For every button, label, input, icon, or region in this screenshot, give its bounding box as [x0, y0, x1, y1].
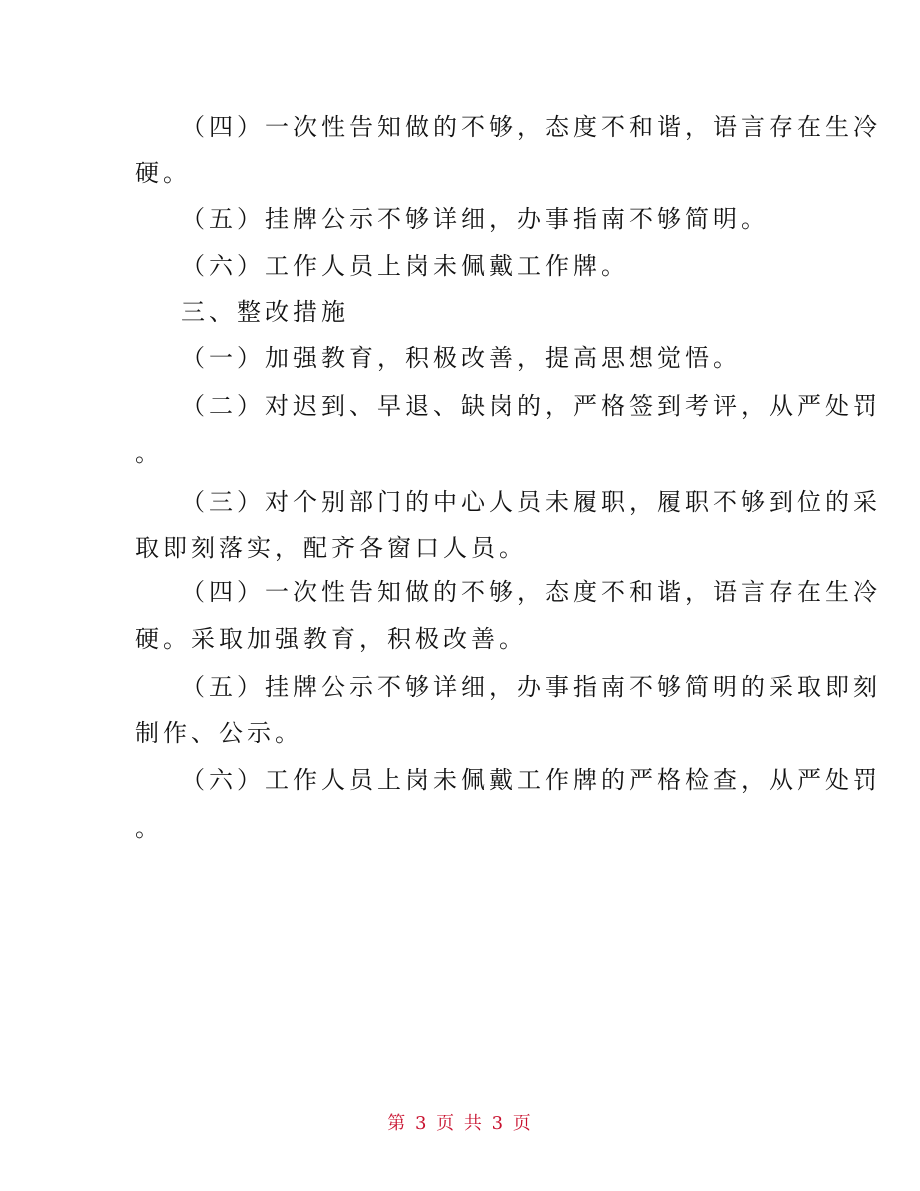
paragraph-line: （四）一次性告知做的不够，态度不和谐，语言存在生冷 — [181, 113, 881, 141]
paragraph-line: 。 — [135, 439, 163, 467]
paragraph-line: 硬。采取加强教育，积极改善。 — [135, 625, 527, 653]
paragraph-line: 。 — [135, 814, 163, 842]
paragraph-line: （五）挂牌公示不够详细，办事指南不够简明的采取即刻 — [181, 673, 881, 701]
page-number-footer: 第 3 页 共 3 页 — [387, 1113, 533, 1134]
section-heading: 三、整改措施 — [181, 298, 349, 326]
paragraph-line: 制作、公示。 — [135, 719, 303, 747]
paragraph-line: （四）一次性告知做的不够，态度不和谐，语言存在生冷 — [181, 578, 881, 606]
paragraph-line: 取即刻落实，配齐各窗口人员。 — [135, 534, 527, 562]
paragraph-line: （三）对个别部门的中心人员未履职，履职不够到位的采 — [181, 488, 881, 516]
paragraph-line: （二）对迟到、早退、缺岗的，严格签到考评，从严处罚 — [181, 392, 881, 420]
paragraph-line: （五）挂牌公示不够详细，办事指南不够简明。 — [181, 205, 769, 233]
paragraph-line: （一）加强教育，积极改善，提高思想觉悟。 — [181, 344, 741, 372]
paragraph-line: （六）工作人员上岗未佩戴工作牌。 — [181, 252, 629, 280]
paragraph-line: （六）工作人员上岗未佩戴工作牌的严格检查，从严处罚 — [181, 766, 881, 794]
paragraph-line: 硬。 — [135, 159, 191, 187]
